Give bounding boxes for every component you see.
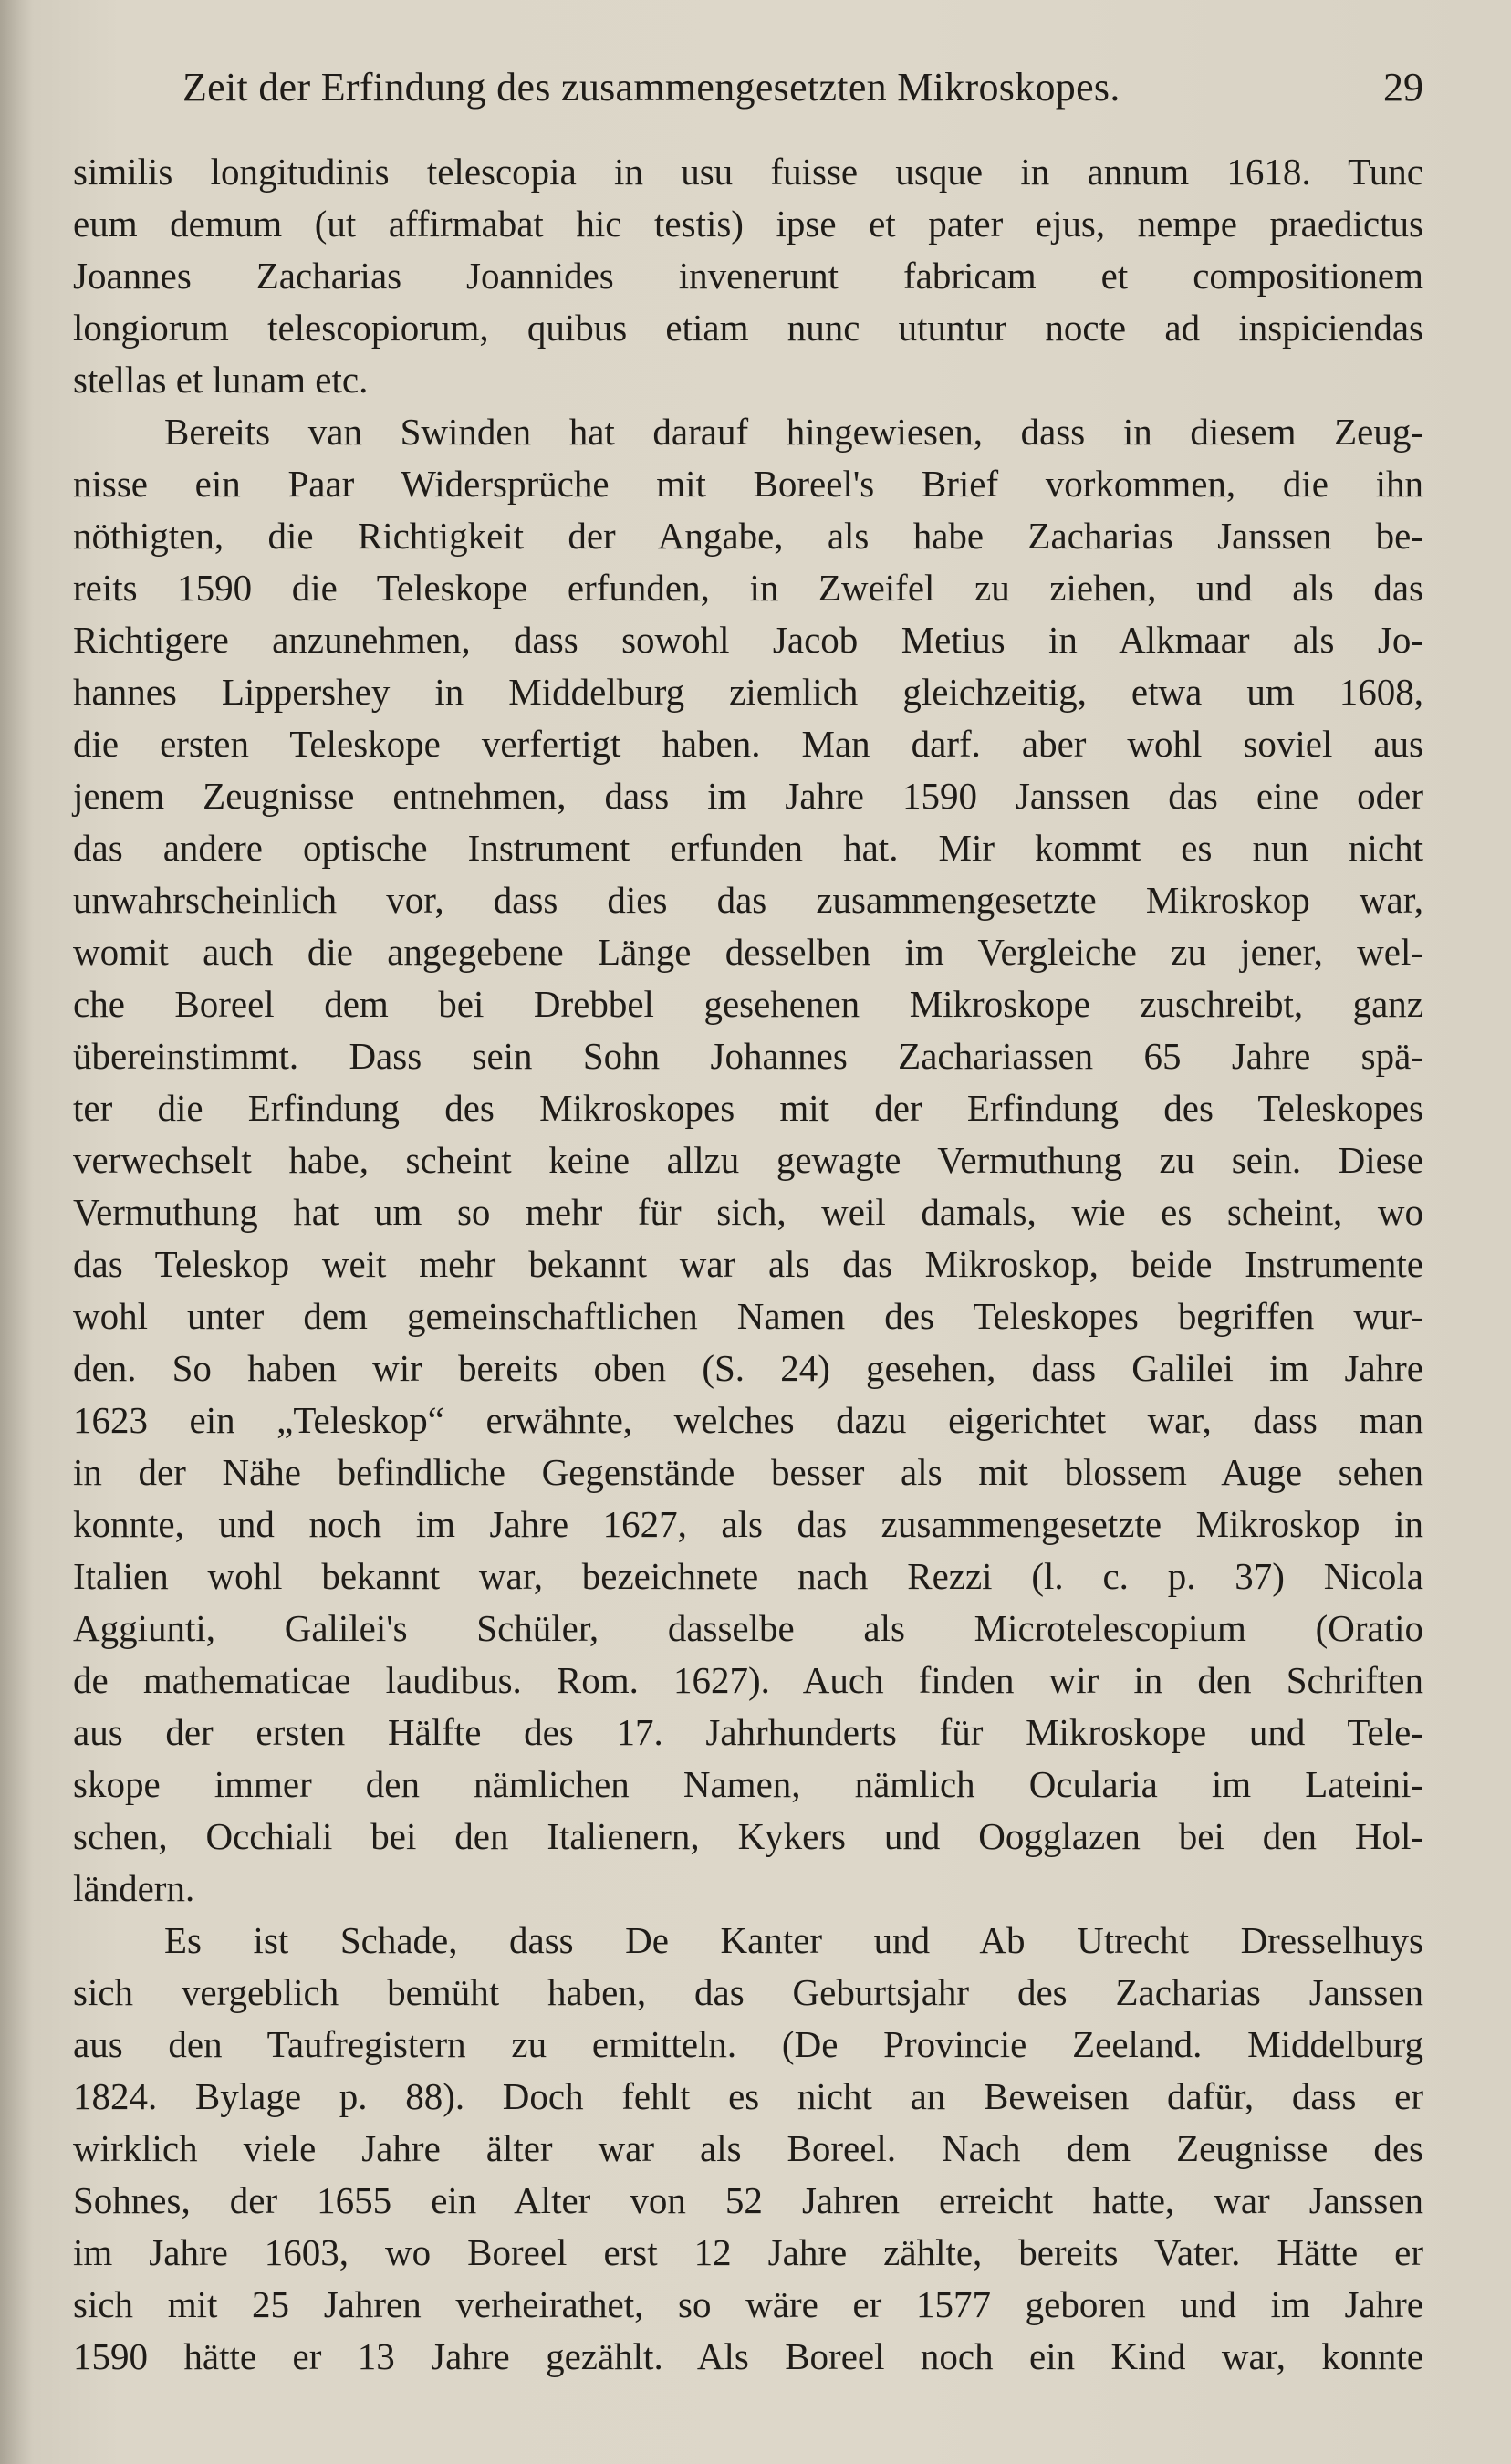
text-line: longiorum telescopiorum, quibus etiam nunc utuntur nocte ad inspiciendas [73,307,1423,349]
text-line: stellas et lunam etc. [73,359,369,401]
text-line: übereinstimmt. Dass sein Sohn Johannes Zachariassen 65 Jahre spä- [73,1035,1423,1077]
text-line: Richtigere anzunehmen, dass sowohl Jacob Metius in Alkmaar als Jo- [73,619,1423,661]
body-text [73,146,1423,2383]
text-line: Vermuthung hat um so mehr für sich, weil damals, wie es scheint, wo [73,1191,1423,1233]
text-line: die ersten Teleskope verfertigt haben. Man darf. aber wohl soviel aus [73,723,1423,765]
text-line: im Jahre 1603, wo Boreel erst 12 Jahre zählte, bereits Vater. Hätte er [73,2231,1423,2273]
text-line: reits 1590 die Teleskope erfunden, in Zweifel zu ziehen, und als das [73,567,1423,609]
text-line: in der Nähe befindliche Gegenstände besser als mit blossem Auge sehen [73,1451,1423,1493]
text-line: 1824. Bylage p. 88). Doch fehlt es nicht an Beweisen dafür, dass er [73,2075,1423,2117]
text-line: konnte, und noch im Jahre 1627, als das zusammengesetzte Mikroskop in [73,1503,1423,1545]
text-line: Sohnes, der 1655 ein Alter von 52 Jahren erreicht hatte, war Janssen [73,2179,1423,2221]
text-line: 1623 ein „Teleskop“ erwähnte, welches dazu eigerichtet war, dass man [73,1399,1423,1441]
text-line: ländern. [73,1867,195,1909]
text-line: similis longitudinis telescopia in usu fuisse usque in annum 1618. Tunc [73,151,1423,193]
text-line: verwechselt habe, scheint keine allzu gewagte Vermuthung zu sein. Diese [73,1139,1423,1181]
text-line: unwahrscheinlich vor, dass dies das zusammengesetzte Mikroskop war, [73,879,1423,921]
text-line: Bereits van Swinden hat darauf hingewiesen, dass in diesem Zeug- [164,411,1423,453]
text-line: Es ist Schade, dass De Kanter und Ab Utrecht Dresselhuys [164,1919,1423,1961]
text-line: Italien wohl bekannt war, bezeichnete nach Rezzi (l. c. p. 37) Nicola [73,1555,1423,1597]
text-line: sich mit 25 Jahren verheirathet, so wäre er 1577 geboren und im Jahre [73,2283,1423,2325]
text-line: skope immer den nämlichen Namen, nämlich Ocularia im Lateini- [73,1763,1423,1805]
text-line: eum demum (ut affirmabat hic testis) ipse et pater ejus, nempe praedictus [73,203,1423,245]
text-line: jenem Zeugnisse entnehmen, dass im Jahre 1590 Janssen das eine oder [73,775,1423,817]
page-header [182,64,1423,119]
text-line: sich vergeblich bemüht haben, das Geburtsjahr des Zacharias Janssen [73,1971,1423,2013]
text-line: hannes Lippershey in Middelburg ziemlich gleichzeitig, etwa um 1608, [73,671,1423,713]
text-line: wirklich viele Jahre älter war als Boreel. Nach dem Zeugnisse des [73,2127,1423,2169]
page-number: 29 [1383,65,1423,110]
text-line: den. So haben wir bereits oben (S. 24) gesehen, dass Galilei im Jahre [73,1347,1423,1389]
text-line: nöthigten, die Richtigkeit der Angabe, als habe Zacharias Janssen be- [73,515,1423,557]
text-line: wohl unter dem gemeinschaftlichen Namen des Teleskopes begriffen wur- [73,1295,1423,1337]
text-line: das andere optische Instrument erfunden hat. Mir kommt es nun nicht [73,827,1423,869]
text-line: de mathematicae laudibus. Rom. 1627). Auch finden wir in den Schriften [73,1659,1423,1701]
binding-shadow [0,0,33,2464]
running-title: Zeit der Erfindung des zusammengesetzten Mikroskopes. [182,65,1120,110]
text-line: schen, Occhiali bei den Italienern, Kykers und Oogglazen bei den Hol- [73,1815,1423,1857]
text-line: womit auch die angegebene Länge desselben im Vergleiche zu jener, wel- [73,931,1423,973]
text-line: nisse ein Paar Widersprüche mit Boreel's Brief vorkommen, die ihn [73,463,1423,505]
text-line: aus der ersten Hälfte des 17. Jahrhunderts für Mikroskope und Tele- [73,1711,1423,1753]
text-line: aus den Taufregistern zu ermitteln. (De Provincie Zeeland. Middelburg [73,2023,1423,2065]
text-line: Aggiunti, Galilei's Schüler, dasselbe als Microtelescopium (Oratio [73,1607,1423,1649]
text-line: 1590 hätte er 13 Jahre gezählt. Als Boreel noch ein Kind war, konnte [73,2335,1423,2377]
text-line: che Boreel dem bei Drebbel gesehenen Mikroskope zuschreibt, ganz [73,983,1423,1025]
text-line: das Teleskop weit mehr bekannt war als das Mikroskop, beide Instrumente [73,1243,1423,1285]
text-line: Joannes Zacharias Joannides invenerunt fabricam et compositionem [73,255,1423,297]
text-line: ter die Erfindung des Mikroskopes mit der Erfindung des Teleskopes [73,1087,1423,1129]
